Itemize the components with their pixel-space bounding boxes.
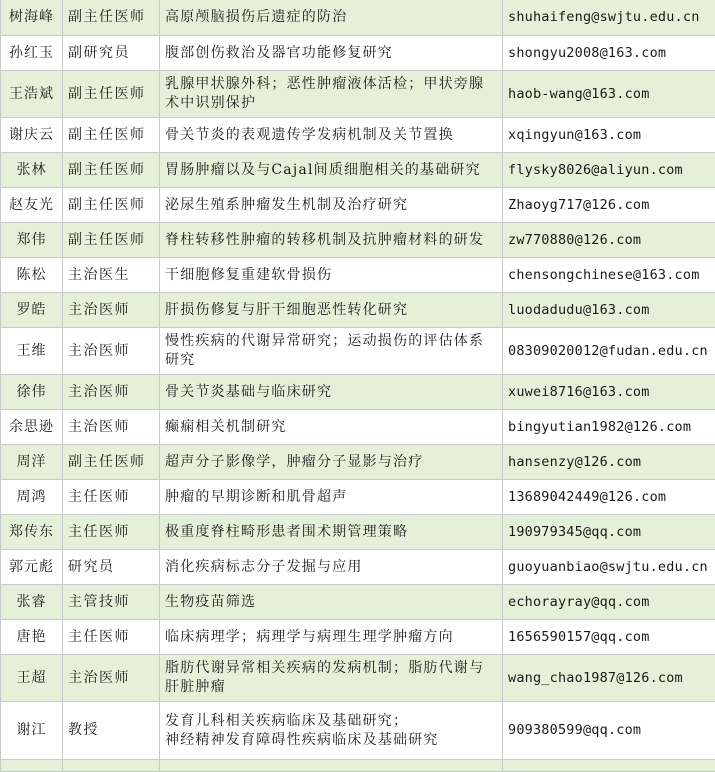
- name-cell: 周鸿: [1, 480, 63, 515]
- table-row: [1, 445, 715, 480]
- email-cell: shuhaifeng@swjtu.edu.cn: [503, 0, 715, 36]
- table-row: [1, 223, 715, 258]
- table-row: [1, 620, 715, 655]
- research-direction-cell: 肝损伤修复与肝干细胞恶性转化研究: [160, 293, 503, 328]
- name-cell: 郑伟: [1, 223, 63, 258]
- research-direction-cell: 乳腺甲状腺外科；恶性肿瘤液体活检；甲状旁腺术中识别保护: [160, 71, 503, 118]
- title-cell: 主任医师: [63, 620, 160, 655]
- research-direction-cell: 骨关节炎的表观遗传学发病机制及关节置换: [160, 118, 503, 153]
- table-row: [1, 258, 715, 293]
- name-cell: 郭元彪: [1, 550, 63, 585]
- title-cell: 副主任医师: [63, 153, 160, 188]
- title-cell: 副主任医师: [63, 118, 160, 153]
- name-cell: 孙红玉: [1, 36, 63, 71]
- name-cell: 张林: [1, 153, 63, 188]
- research-direction-cell: 干细胞修复重建软骨损伤: [160, 258, 503, 293]
- table-row: [1, 188, 715, 223]
- name-cell: 王超: [1, 655, 63, 702]
- email-cell: shongyu2008@163.com: [503, 36, 715, 71]
- name-cell: 陈松: [1, 258, 63, 293]
- title-cell: 副主任医师: [63, 445, 160, 480]
- email-cell: chensongchinese@163.com: [503, 258, 715, 293]
- research-direction-cell: 高原颅脑损伤后遗症的防治: [160, 0, 503, 36]
- email-cell: 190979345@qq.com: [503, 515, 715, 550]
- email-cell: haob-wang@163.com: [503, 71, 715, 118]
- name-cell: 罗皓: [1, 293, 63, 328]
- title-cell: [63, 760, 160, 772]
- table-row: [1, 702, 715, 760]
- name-cell: 张睿: [1, 585, 63, 620]
- email-cell: bingyutian1982@126.com: [503, 410, 715, 445]
- title-cell: 主任医师: [63, 515, 160, 550]
- email-cell: 13689042449@126.com: [503, 480, 715, 515]
- email-cell: xuwei8716@163.com: [503, 375, 715, 410]
- name-cell: 徐伟: [1, 375, 63, 410]
- research-direction-cell: 极重度脊柱畸形患者围术期管理策略: [160, 515, 503, 550]
- title-cell: 教授: [63, 702, 160, 760]
- email-cell: 909380599@qq.com: [503, 702, 715, 760]
- research-direction-cell: 肿瘤的早期诊断和肌骨超声: [160, 480, 503, 515]
- table-row: [1, 585, 715, 620]
- email-cell: [503, 760, 715, 772]
- email-cell: flysky8026@aliyun.com: [503, 153, 715, 188]
- name-cell: 唐艳: [1, 620, 63, 655]
- name-cell: 王浩斌: [1, 71, 63, 118]
- name-cell: 谢江: [1, 702, 63, 760]
- name-cell: 周洋: [1, 445, 63, 480]
- email-cell: zw770880@126.com: [503, 223, 715, 258]
- name-cell: 树海峰: [1, 0, 63, 36]
- title-cell: 副主任医师: [63, 223, 160, 258]
- name-cell: 谢庆云: [1, 118, 63, 153]
- research-direction-cell: 消化疾病标志分子发掘与应用: [160, 550, 503, 585]
- title-cell: 副主任医师: [63, 188, 160, 223]
- table-row: [1, 293, 715, 328]
- title-cell: 主治医师: [63, 328, 160, 375]
- research-direction-cell: 骨关节炎基础与临床研究: [160, 375, 503, 410]
- faculty-table-body: [1, 0, 715, 772]
- email-cell: 1656590157@qq.com: [503, 620, 715, 655]
- title-cell: 副主任医师: [63, 0, 160, 36]
- title-cell: 副主任医师: [63, 71, 160, 118]
- email-cell: hansenzy@126.com: [503, 445, 715, 480]
- research-direction-cell: 腹部创伤救治及器官功能修复研究: [160, 36, 503, 71]
- research-direction-cell: 胃肠肿瘤以及与Cajal间质细胞相关的基础研究: [160, 153, 503, 188]
- table-row: [1, 410, 715, 445]
- table-row: [1, 550, 715, 585]
- title-cell: 主治医师: [63, 375, 160, 410]
- research-direction-cell: 生物疫苗筛选: [160, 585, 503, 620]
- email-cell: wang_chao1987@126.com: [503, 655, 715, 702]
- title-cell: 主治医生: [63, 258, 160, 293]
- table-row: [1, 655, 715, 702]
- table-row: [1, 153, 715, 188]
- email-cell: Zhaoyg717@126.com: [503, 188, 715, 223]
- title-cell: 主任医师: [63, 480, 160, 515]
- research-direction-cell: 泌尿生殖系肿瘤发生机制及治疗研究: [160, 188, 503, 223]
- table-row: [1, 480, 715, 515]
- name-cell: 赵友光: [1, 188, 63, 223]
- table-row: [1, 118, 715, 153]
- table-row: [1, 515, 715, 550]
- table-row: [1, 0, 715, 36]
- table-row: [1, 36, 715, 71]
- email-cell: luodadudu@163.com: [503, 293, 715, 328]
- title-cell: 研究员: [63, 550, 160, 585]
- table-row: [1, 760, 715, 772]
- research-direction-cell: 超声分子影像学，肿瘤分子显影与治疗: [160, 445, 503, 480]
- research-direction-cell: 临床病理学；病理学与病理生理学肿瘤方向: [160, 620, 503, 655]
- name-cell: 余思逊: [1, 410, 63, 445]
- title-cell: 主治医师: [63, 293, 160, 328]
- title-cell: 主治医师: [63, 655, 160, 702]
- email-cell: guoyuanbiao@swjtu.edu.cn: [503, 550, 715, 585]
- title-cell: 主治医师: [63, 410, 160, 445]
- research-direction-cell: 癫痫相关机制研究: [160, 410, 503, 445]
- research-direction-cell: 慢性疾病的代谢异常研究；运动损伤的评估体系研究: [160, 328, 503, 375]
- research-direction-cell: 脊柱转移性肿瘤的转移机制及抗肿瘤材料的研发: [160, 223, 503, 258]
- table-row: [1, 71, 715, 118]
- email-cell: 08309020012@fudan.edu.cn: [503, 328, 715, 375]
- table-row: [1, 375, 715, 410]
- research-direction-cell: [160, 760, 503, 772]
- email-cell: xqingyun@163.com: [503, 118, 715, 153]
- name-cell: 郑传东: [1, 515, 63, 550]
- research-direction-cell: 发育儿科相关疾病临床及基础研究； 神经精神发育障碍性疾病临床及基础研究: [160, 702, 503, 760]
- research-direction-cell: 脂肪代谢异常相关疾病的发病机制；脂肪代谢与肝脏肿瘤: [160, 655, 503, 702]
- title-cell: 副研究员: [63, 36, 160, 71]
- title-cell: 主管技师: [63, 585, 160, 620]
- name-cell: [1, 760, 63, 772]
- email-cell: echorayray@qq.com: [503, 585, 715, 620]
- table-row: [1, 328, 715, 375]
- name-cell: 王维: [1, 328, 63, 375]
